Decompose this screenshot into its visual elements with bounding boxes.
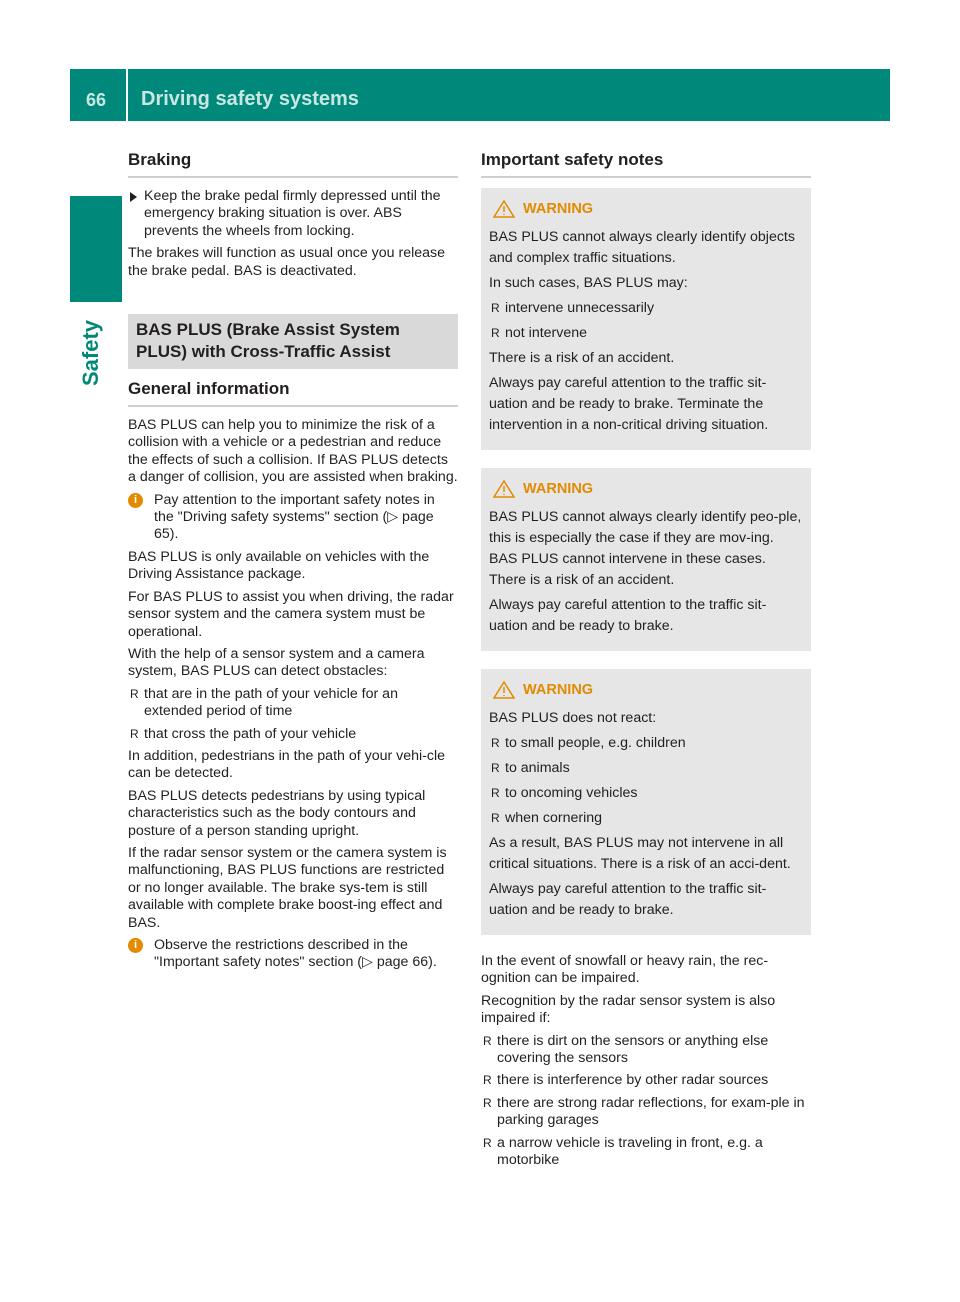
list-item-text: not intervene [505,325,588,341]
list-item-text: there is dirt on the sensors or anything else covering the sensors [497,1032,769,1067]
list-item [489,783,803,804]
list-item-text: intervene unnecessarily [505,300,655,316]
list-item-text: that are in the path of your vehicle for an extended period of time [144,685,398,720]
warning-title [489,480,803,498]
list-item [481,1095,811,1130]
paragraph: The brakes will function as usual once you release the brake pedal. BAS is deactivated. [128,245,446,279]
warning-label: WARNING [523,201,594,217]
side-label: Safety [78,319,103,386]
bullet-icon: R [491,811,500,825]
paragraph: In addition, pedestrians in the path of your vehi-cle can be detected. [128,747,446,782]
bullet-icon: R [130,726,139,741]
paragraph: Always pay careful attention to the traffic sit-uation and be ready to brake. [489,597,767,634]
right-column [481,150,811,1174]
paragraph: If the radar sensor system or the camera system is malfunctioning, BAS PLUS functions are restricted or no longer available. The brake sys-tem is still available with complete brake boost-ing effect and BAS. [128,844,447,931]
warning-label: WARNING [523,682,594,698]
paragraph: There is a risk of an accident. [489,350,675,366]
braking-heading: Braking [128,150,458,178]
bullet-icon: R [483,1073,492,1088]
bullet-icon: R [483,1135,492,1150]
warning-title [489,200,803,218]
list-item [489,758,803,779]
paragraph: Recognition by the radar sensor system is also impaired if: [481,992,776,1027]
list-item [489,808,803,829]
info-note [128,492,458,544]
paragraph: In the event of snowfall or heavy rain, the rec-ognition can be impaired. [481,953,769,987]
bullet-icon: R [491,736,500,750]
list-item-text: a narrow vehicle is traveling in front, e.g. a motorbike [497,1134,763,1169]
list-item-text: to small people, e.g. children [505,735,686,751]
list-item-text: there are strong radar reflections, for exam-ple in parking garages [497,1094,805,1129]
bullet-icon: R [483,1033,492,1048]
general-heading: General information [128,379,458,407]
warning-title [489,681,803,699]
paragraph: Always pay careful attention to the traffic sit-uation and be ready to brake. Terminate the intervention in a non-critical driving situation. [489,375,769,433]
page-number: 66 [86,90,107,110]
paragraph: BAS PLUS cannot always clearly identify peo-ple, this is especially the case if they are mov-ing. BAS PLUS cannot intervene in these cases. There is a risk of an accident. [489,509,802,588]
info-icon: i [128,493,143,508]
info-text: Pay attention to the important safety notes in the "Driving safety systems" section (▷ page 65). [154,491,435,543]
list-item-text: when cornering [505,810,603,826]
left-column [128,150,458,977]
warning-label: WARNING [523,481,594,497]
header-divider [126,69,128,121]
paragraph: With the help of a sensor system and a camera system, BAS PLUS can detect obstacles: [128,645,425,680]
list-item-text: to animals [505,760,570,776]
paragraph: As a result, BAS PLUS may not intervene in all critical situations. There is a risk of an acci-dent. [489,835,791,872]
paragraph: For BAS PLUS to assist you when driving, the radar sensor system and the camera system must be operational. [128,588,454,640]
paragraph: BAS PLUS is only available on vehicles with the Driving Assistance package. [128,548,430,583]
side-tab [70,196,122,302]
paragraph: BAS PLUS does not react: [489,710,657,726]
major-heading: BAS PLUS (Brake Assist System PLUS) with Cross-Traffic Assist [128,314,458,369]
bullet-icon: R [483,1095,492,1110]
list-item-text: to oncoming vehicles [505,785,638,801]
safety-heading: Important safety notes [481,150,811,178]
bullet-icon: R [491,326,500,340]
warning-box [481,188,811,450]
list-item [128,726,458,743]
list-item [489,733,803,754]
warning-icon [493,200,515,218]
bullet-icon: R [491,761,500,775]
list-item-text: there is interference by other radar sources [497,1072,769,1089]
bullet-icon: R [491,301,500,315]
warning-icon [493,681,515,699]
list-item [489,298,803,319]
instruction-step: Keep the brake pedal firmly depressed until the emergency braking situation is over. ABS prevents the wheels from locking. [128,188,458,240]
paragraph: Always pay careful attention to the traffic sit-uation and be ready to brake. [489,881,767,918]
list-item-text: that cross the path of your vehicle [144,725,357,742]
list-item [481,1135,811,1170]
warning-box [481,468,811,651]
warning-box [481,669,811,935]
info-note [128,937,458,972]
warning-icon [493,480,515,498]
paragraph: BAS PLUS detects pedestrians by using typical characteristics such as the body contours and posture of a person standing upright. [128,787,426,839]
bullet-icon: R [491,786,500,800]
list-item [128,686,458,721]
page-title: Driving safety systems [141,88,359,110]
paragraph: In such cases, BAS PLUS may: [489,275,688,291]
paragraph: BAS PLUS can help you to minimize the risk of a collision with a vehicle or a pedestrian and reduce the effects of such a collision. If BAS PLUS detects a danger of collision, you are assisted when braking. [128,417,458,486]
info-text: Observe the restrictions described in the "Important safety notes" section (▷ page 66). [154,937,437,971]
list-item [481,1072,811,1089]
info-icon: i [128,938,143,953]
bullet-icon: R [130,686,139,701]
list-item [489,323,803,344]
paragraph: BAS PLUS cannot always clearly identify objects and complex traffic situations. [489,229,795,266]
list-item [481,1033,811,1068]
